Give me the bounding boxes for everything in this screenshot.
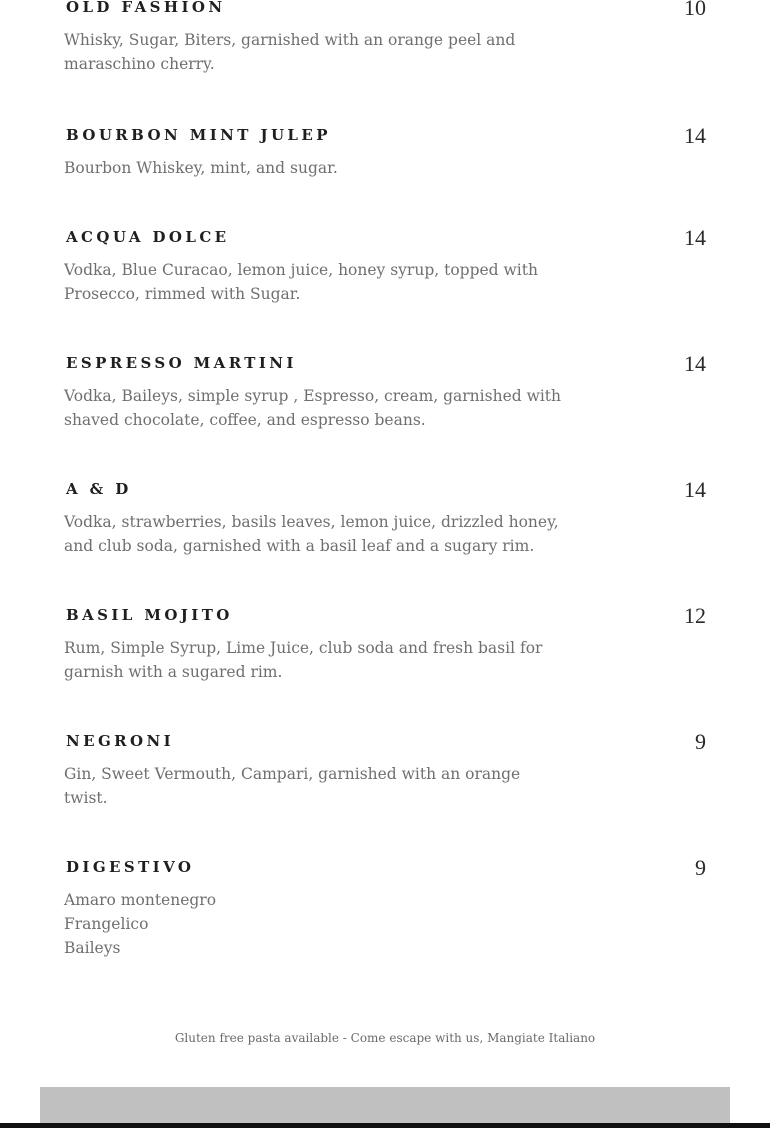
description-line: shaved chocolate, coffee, and espresso beans. [64, 411, 426, 429]
description-line: garnish with a sugared rim. [64, 663, 283, 681]
item-price: 9 [695, 729, 706, 754]
item-price: 14 [684, 225, 706, 250]
description-line: maraschino cherry. [64, 55, 215, 73]
item-price: 14 [684, 351, 706, 376]
description-line: twist. [64, 789, 108, 807]
description-line: Vodka, Blue Curacao, lemon juice, honey syrup, topped with [64, 261, 538, 279]
item-name: ACQUA DOLCE [66, 228, 230, 246]
item-description [64, 28, 544, 76]
item-name: ESPRESSO MARTINI [66, 354, 297, 372]
item-description [64, 156, 544, 180]
description-line: Vodka, Baileys, simple syrup , Espresso, cream, garnished with [64, 387, 562, 405]
item-description [64, 636, 544, 684]
item-price: 12 [684, 603, 706, 628]
item-name: BOURBON MINT JULEP [66, 126, 331, 144]
item-price: 10 [684, 0, 706, 20]
item-description [64, 510, 559, 558]
description-line: Whisky, Sugar, Biters, garnished with an orange peel and [64, 31, 516, 49]
item-price: 14 [684, 123, 706, 148]
item-price: 9 [695, 855, 706, 880]
item-name: NEGRONI [66, 732, 175, 750]
description-line: Bourbon Whiskey, mint, and sugar. [64, 159, 338, 177]
item-name: A & D [66, 480, 132, 498]
description-line: Rum, Simple Syrup, Lime Juice, club soda and fresh basil for [64, 639, 543, 657]
item-price: 14 [684, 477, 706, 502]
description-line: and club soda, garnished with a basil leaf and a sugary rim. [64, 537, 535, 555]
item-description [64, 888, 544, 960]
description-line: Gin, Sweet Vermouth, Campari, garnished with an orange [64, 765, 521, 783]
footer-band [40, 1087, 730, 1123]
item-description [64, 384, 562, 432]
description-line: Amaro montenegro [64, 891, 217, 909]
bottom-rule [0, 1123, 770, 1128]
item-name: BASIL MOJITO [66, 606, 233, 624]
item-description [64, 762, 544, 810]
item-description [64, 258, 544, 306]
description-line: Prosecco, rimmed with Sugar. [64, 285, 301, 303]
item-name: OLD FASHION [66, 0, 226, 16]
item-name: DIGESTIVO [66, 858, 195, 876]
description-line: Vodka, strawberries, basils leaves, lemon juice, drizzled honey, [64, 513, 559, 531]
footer-note: Gluten free pasta available - Come escape with us, Mangiate Italiano [174, 1031, 596, 1045]
description-line: Baileys [64, 939, 121, 957]
description-line: Frangelico [64, 915, 149, 933]
